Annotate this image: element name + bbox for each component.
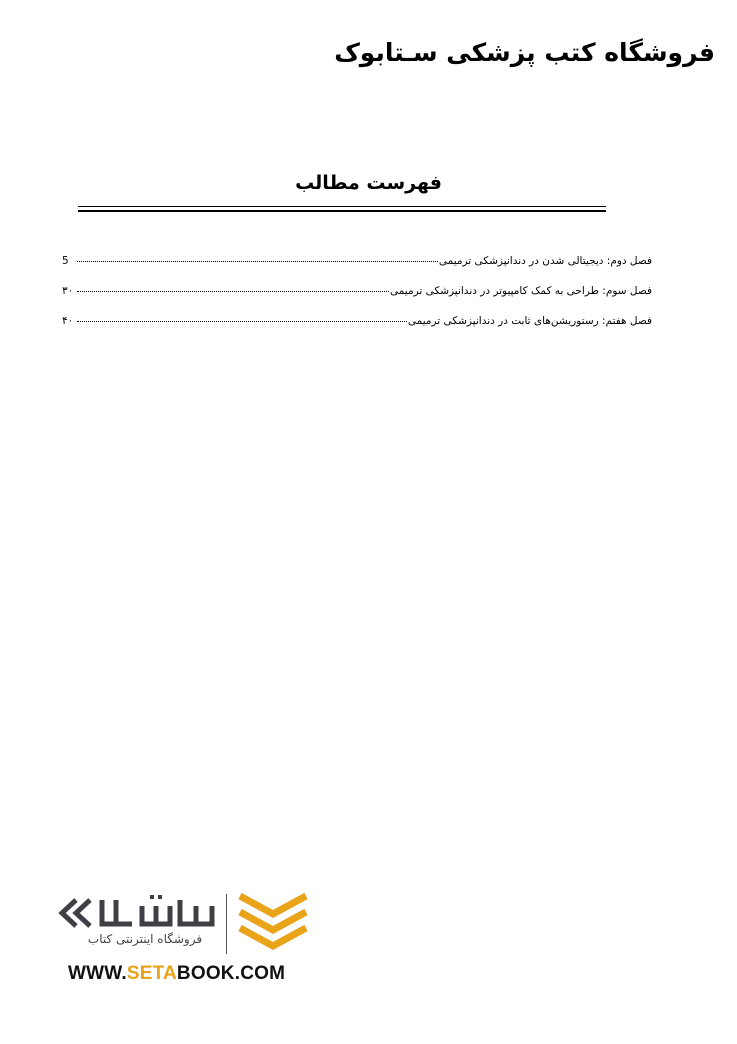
- book-chevron-icon: [236, 890, 310, 954]
- toc-entry[interactable]: [62, 315, 652, 345]
- toc-entry-page: 5: [62, 255, 69, 267]
- toc-dot-leader: [77, 321, 407, 322]
- website-url[interactable]: [68, 963, 285, 985]
- toc-entry-label: فصل سوم: طراحی به کمک کامپیوتر در دندانپزشکی ترمیمی: [389, 285, 652, 297]
- url-seta: SETA: [126, 963, 177, 984]
- logo-tagline: فروشگاه اینترنتی کتاب: [87, 932, 203, 946]
- toc-list: [62, 255, 652, 345]
- url-prefix: WWW.: [68, 963, 127, 984]
- toc-entry-label: فصل هفتم: رستوریشن‌های ثابت در دندانپزشکی ترمیمی: [407, 315, 652, 327]
- toc-entry-label: فصل دوم: دیجیتالی شدن در دندانپزشکی ترمیمی: [438, 255, 652, 267]
- url-book: BOOK: [176, 963, 235, 984]
- title-rule-thin: [78, 206, 606, 207]
- url-suffix: .COM: [234, 963, 286, 984]
- toc-dot-leader: [77, 291, 389, 292]
- toc-title: فهرست مطالب: [295, 172, 442, 194]
- toc-entry-page: ۳۰: [62, 285, 74, 297]
- toc-entry-page: ۴۰: [62, 315, 74, 327]
- store-name-header: فروشگاه کتب پزشکی سـتابوک: [334, 38, 715, 67]
- toc-entry[interactable]: [62, 285, 652, 315]
- logo-divider: [226, 894, 227, 954]
- toc-dot-leader: [77, 261, 438, 262]
- setabook-wordmark-logo: [58, 892, 218, 934]
- title-rule-thick: [78, 210, 606, 212]
- toc-entry[interactable]: [62, 255, 652, 285]
